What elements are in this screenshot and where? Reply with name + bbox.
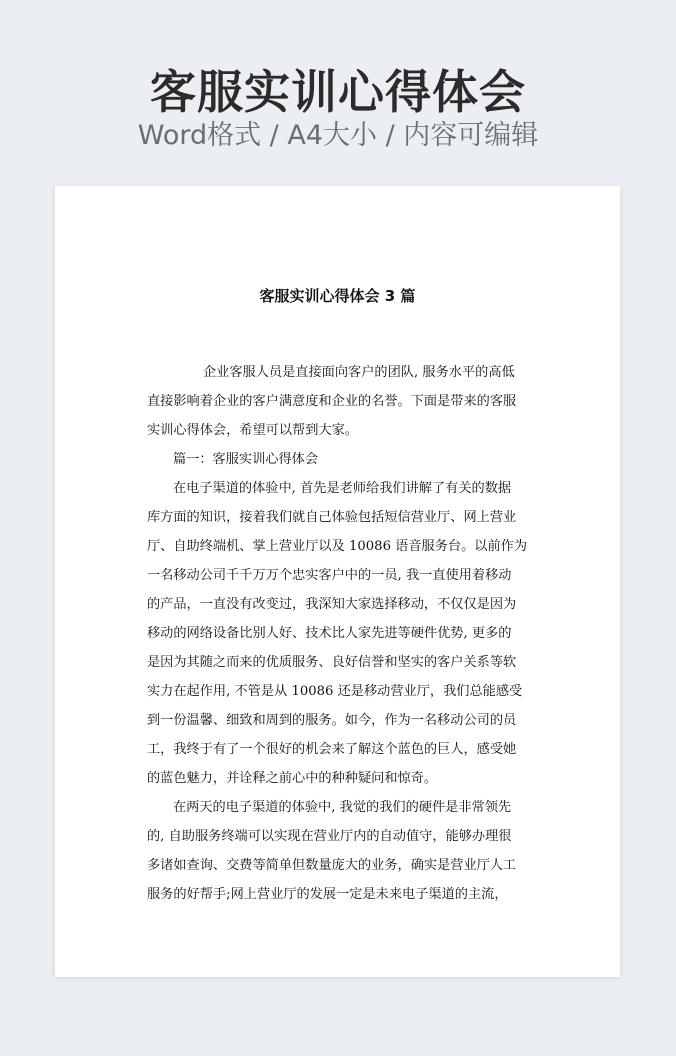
body-text-line: 移动的网络设备比别人好、技术比人家先进等硬件优势, 更多的	[147, 626, 512, 641]
body-text-line: 一名移动公司千千万万个忠实客户中的一员, 我一直使用着移动	[147, 568, 512, 583]
body-text-line: 的, 自助服务终端可以实现在营业厅内的自动值守，能够办理很	[147, 829, 512, 844]
body-text-line: 厅、自助终端机、掌上营业厅以及 10086 语音服务台。以前作为	[147, 539, 528, 554]
body-text-line: 的蓝色魅力，并诠释之前心中的种种疑问和惊奇。	[147, 771, 438, 786]
banner-subtitle: Word格式 / A4大小 / 内容可编辑	[137, 120, 539, 151]
body-text-line: 企业客服人员是直接面向客户的团队, 服务水平的高低	[203, 365, 515, 380]
body-text-line: 到一份温馨、细致和周到的服务。如今，作为一名移动公司的员	[147, 713, 517, 728]
body-text-line: 在两天的电子渠道的体验中, 我觉的我们的硬件是非常领先	[173, 800, 512, 815]
body-text-line: 的产品，一直没有改变过，我深知大家选择移动，不仅仅是因为	[147, 597, 517, 612]
body-text-line: 实力在起作用, 不管是从 10086 还是移动营业厅，我们总能感受	[147, 684, 523, 699]
document-page	[55, 186, 620, 977]
body-text-line: 实训心得体会，希望可以帮到大家。	[147, 423, 358, 438]
body-text-line: 服务的好帮手;网上营业厅的发展一定是未来电子渠道的主流，	[147, 887, 508, 902]
body-text-line: 库方面的知识，接着我们就自己体验包括短信营业厅、网上营业	[147, 510, 517, 525]
section-heading: 篇一：客服实训心得体会	[173, 452, 319, 467]
banner-title: 客服实训心得体会	[150, 65, 526, 119]
body-text-line: 多诸如查询、交费等简单但数量庞大的业务，确实是营业厅人工	[147, 858, 517, 873]
body-text-line: 在电子渠道的体验中, 首先是老师给我们讲解了有关的数据	[173, 481, 512, 496]
document-title: 客服实训心得体会 3 篇	[259, 287, 416, 305]
body-text-line: 直接影响着企业的客户满意度和企业的名誉。下面是带来的客服	[147, 394, 517, 409]
body-text-line: 工，我终于有了一个很好的机会来了解这个蓝色的巨人，感受她	[147, 742, 517, 757]
document-body	[147, 358, 535, 909]
body-text-line: 是因为其随之而来的优质服务、良好信誉和坚实的客户关系等软	[147, 655, 517, 670]
